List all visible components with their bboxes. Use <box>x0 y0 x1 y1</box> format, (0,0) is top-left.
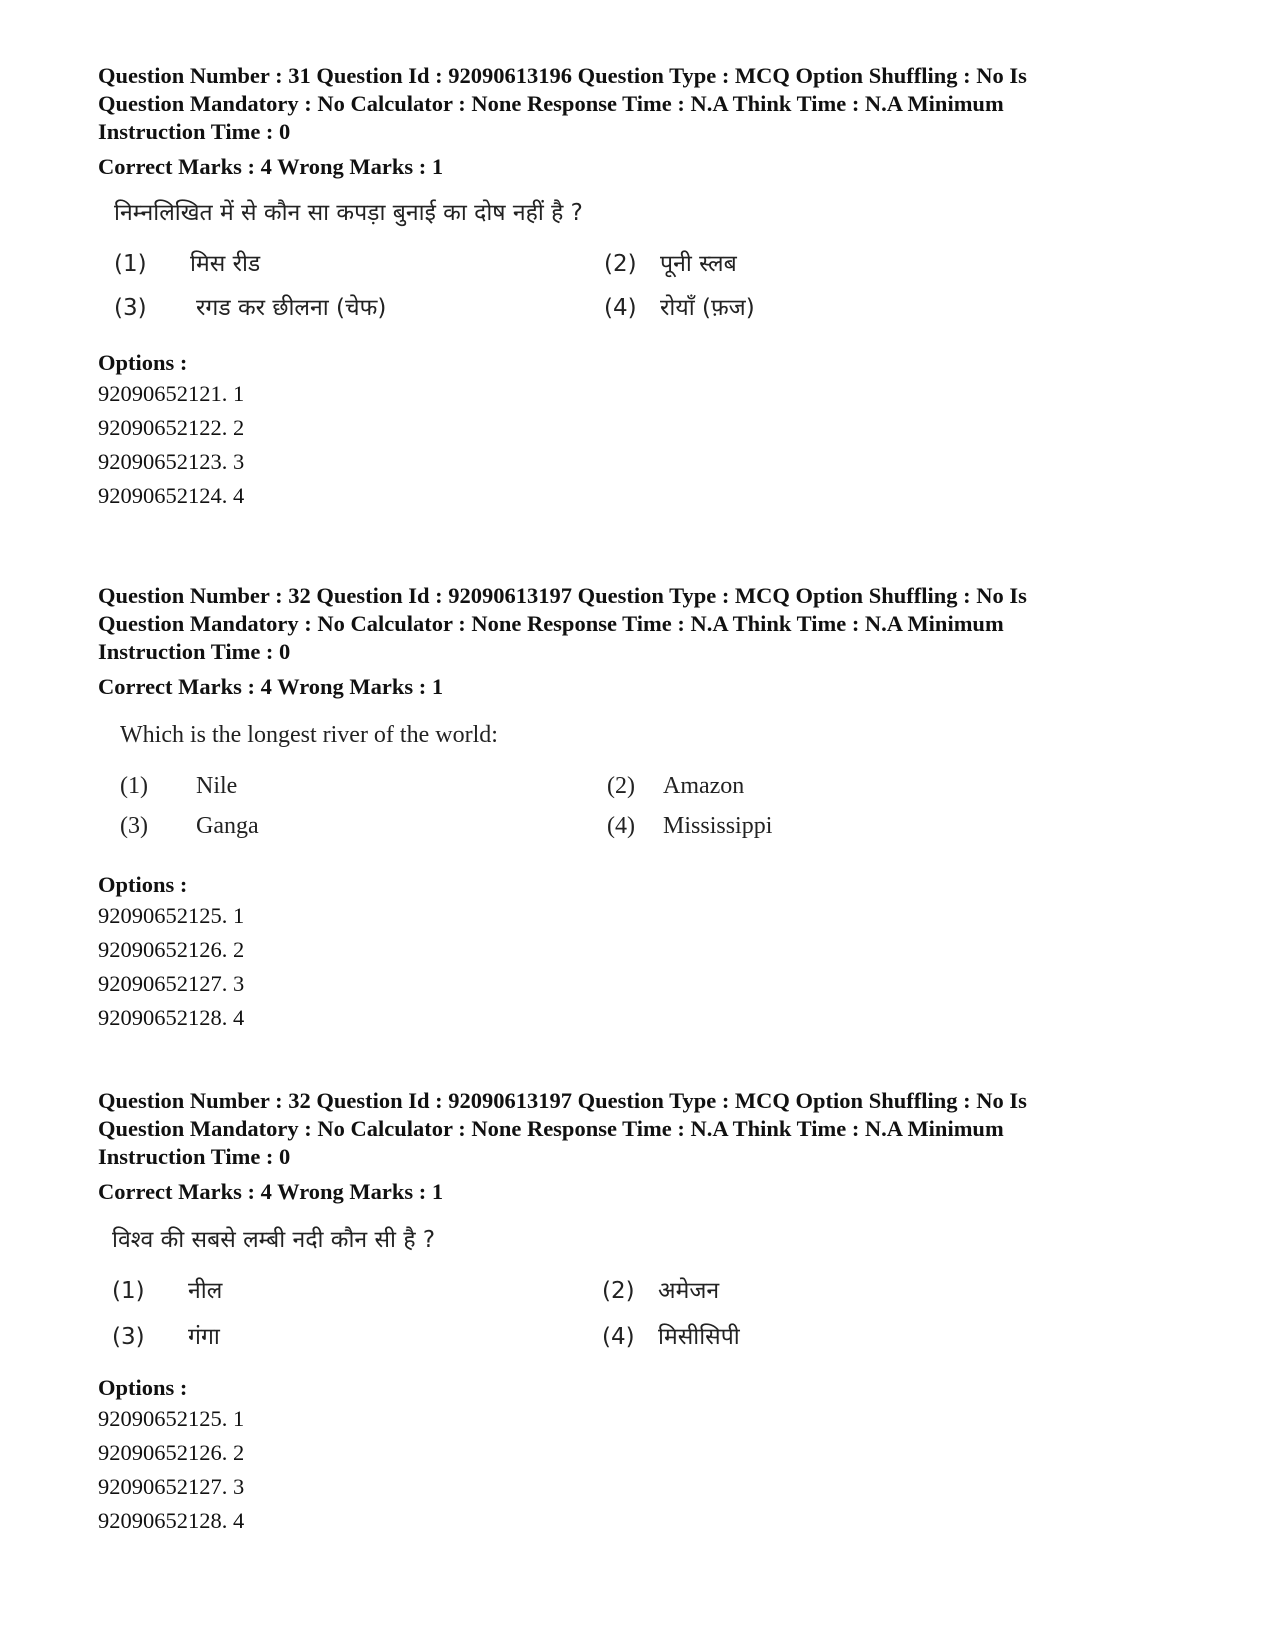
question-meta <box>98 1087 1138 1171</box>
choice-number: (4) <box>602 1324 635 1350</box>
choice-text: Ganga <box>196 813 259 839</box>
option-item: 92090652127. 3 <box>98 1474 245 1499</box>
question-text: विश्व की सबसे लम्बी नदी कौन सी है ? <box>112 1227 436 1253</box>
option-item: 92090652124. 4 <box>98 483 245 508</box>
question-meta <box>98 582 1138 666</box>
answer-choice <box>114 249 604 279</box>
answer-choice <box>607 811 817 841</box>
options-title: Options : <box>98 1375 188 1400</box>
answer-choices <box>114 249 814 323</box>
choice-text: पूनी स्लब <box>660 251 737 277</box>
question-block <box>98 1087 1198 1538</box>
answer-choice <box>604 249 814 279</box>
option-item: 92090652127. 3 <box>98 971 245 996</box>
option-item: 92090652128. 4 <box>98 1508 245 1533</box>
question-text: Which is the longest river of the world: <box>120 722 498 748</box>
option-item: 92090652126. 2 <box>98 937 245 962</box>
choice-number: (4) <box>604 295 637 321</box>
answer-choice <box>607 771 817 801</box>
option-item: 92090652125. 1 <box>98 903 245 928</box>
answer-choices <box>120 771 820 841</box>
option-item: 92090652123. 3 <box>98 449 245 474</box>
meta-line: Instruction Time : 0 <box>98 1144 291 1169</box>
choice-text: Mississippi <box>663 813 773 839</box>
answer-choice <box>602 1276 812 1306</box>
options-title: Options : <box>98 872 188 897</box>
choice-text: अमेजन <box>658 1278 720 1304</box>
meta-line: Question Mandatory : No Calculator : None Response Time : N.A Think Time : N.A Minimum <box>98 611 1004 636</box>
choice-text: Nile <box>196 773 238 799</box>
answer-choice <box>114 293 604 323</box>
choice-number: (1) <box>112 1278 145 1304</box>
choice-text: मिसीसिपी <box>658 1324 740 1350</box>
option-item: 92090652128. 4 <box>98 1005 245 1030</box>
marks-line: Correct Marks : 4 Wrong Marks : 1 <box>98 154 444 179</box>
choice-number: (3) <box>114 295 147 321</box>
question-block <box>98 62 1198 513</box>
answer-choices <box>112 1276 812 1352</box>
answer-choice <box>602 1322 812 1352</box>
answer-choice <box>120 811 607 841</box>
options-list <box>98 377 1198 513</box>
option-item: 92090652126. 2 <box>98 1440 245 1465</box>
answer-choice <box>120 771 607 801</box>
choice-number: (1) <box>114 251 147 277</box>
meta-line: Instruction Time : 0 <box>98 119 291 144</box>
meta-line: Question Mandatory : No Calculator : None Response Time : N.A Think Time : N.A Minimum <box>98 1116 1004 1141</box>
meta-line: Question Number : 32 Question Id : 92090613197 Question Type : MCQ Option Shuffling : No Is <box>98 1088 1027 1113</box>
question-block <box>98 582 1198 1035</box>
choice-number: (3) <box>112 1324 145 1350</box>
choice-number: (3) <box>120 813 148 839</box>
options-title: Options : <box>98 350 188 375</box>
meta-line: Instruction Time : 0 <box>98 639 291 664</box>
meta-line: Question Number : 31 Question Id : 92090613196 Question Type : MCQ Option Shuffling : No Is <box>98 63 1027 88</box>
choice-number: (2) <box>604 251 637 277</box>
question-meta <box>98 62 1138 146</box>
choice-text: गंगा <box>188 1324 220 1350</box>
option-item: 92090652122. 2 <box>98 415 245 440</box>
meta-line: Question Number : 32 Question Id : 92090613197 Question Type : MCQ Option Shuffling : No Is <box>98 583 1027 608</box>
choice-text: Amazon <box>663 773 745 799</box>
marks-line: Correct Marks : 4 Wrong Marks : 1 <box>98 1179 444 1204</box>
choice-number: (4) <box>607 813 635 839</box>
marks-line: Correct Marks : 4 Wrong Marks : 1 <box>98 674 444 699</box>
question-content <box>120 719 820 841</box>
choice-number: (1) <box>120 773 148 799</box>
choice-number: (2) <box>602 1278 635 1304</box>
question-text: निम्नलिखित में से कौन सा कपड़ा बुनाई का दोष नहीं है ? <box>114 200 583 226</box>
meta-line: Question Mandatory : No Calculator : None Response Time : N.A Think Time : N.A Minimum <box>98 91 1004 116</box>
option-item: 92090652125. 1 <box>98 1406 245 1431</box>
choice-text: मिस रीड <box>190 251 261 277</box>
answer-choice <box>604 293 814 323</box>
question-content <box>114 197 814 323</box>
answer-choice <box>112 1322 602 1352</box>
question-content <box>112 1224 812 1352</box>
choice-text: रोयाँ (फ़ज) <box>660 295 755 321</box>
choice-number: (2) <box>607 773 635 799</box>
options-list <box>98 1402 1198 1538</box>
choice-text: नील <box>188 1278 223 1304</box>
options-list <box>98 899 1198 1035</box>
answer-choice <box>112 1276 602 1306</box>
option-item: 92090652121. 1 <box>98 381 245 406</box>
choice-text: रगड कर छीलना (चेफ) <box>196 295 387 321</box>
